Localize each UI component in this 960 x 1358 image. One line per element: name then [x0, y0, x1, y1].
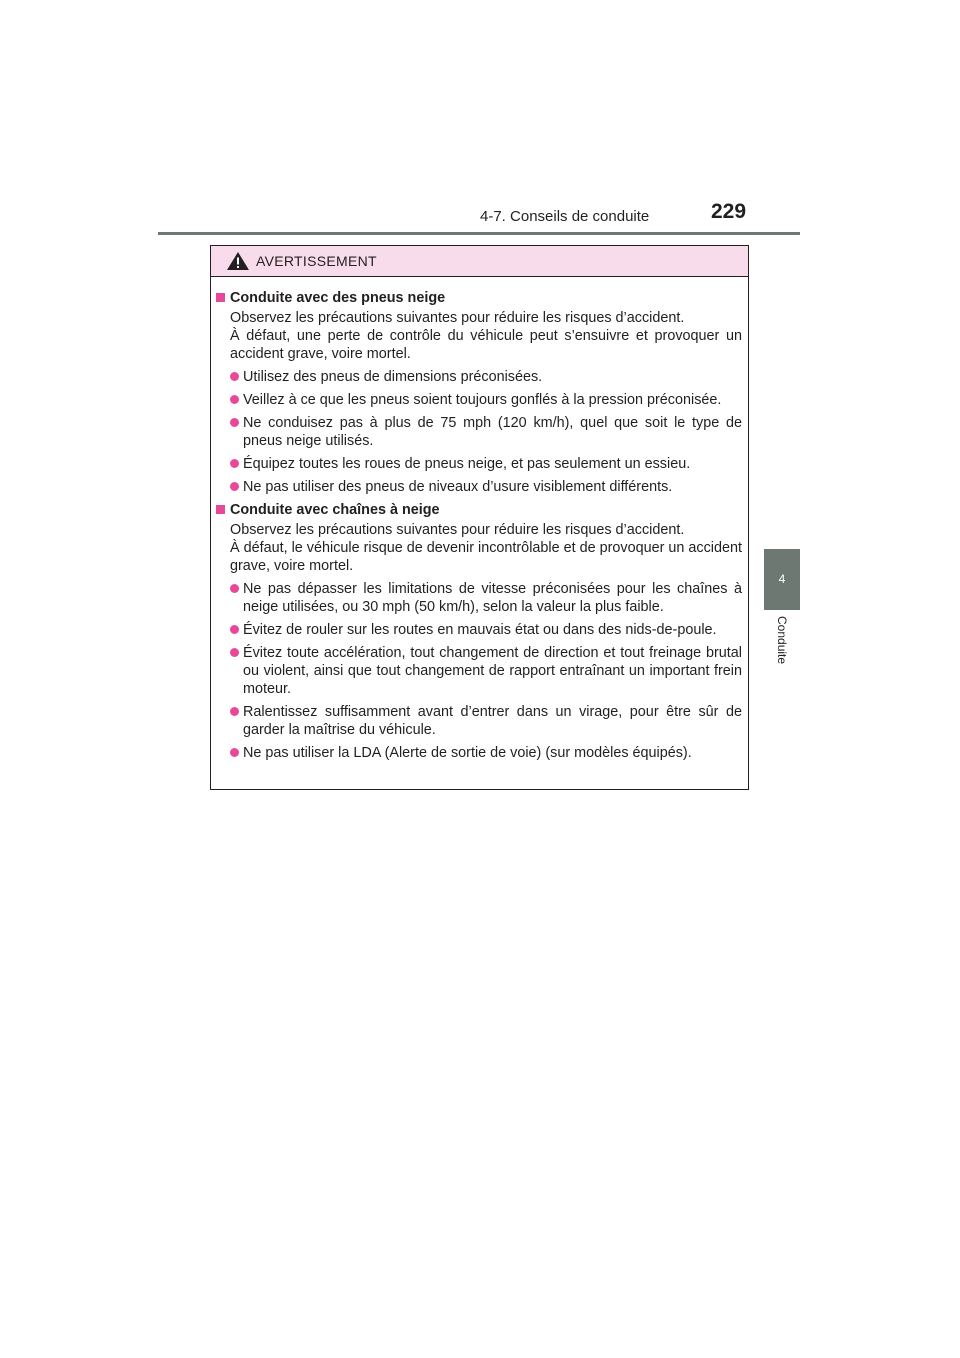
dot-bullet-icon: [230, 459, 239, 468]
intro-line: Observez les précautions suivantes pour réduire les risques d’accident.: [230, 310, 685, 326]
list-item: Ne pas utiliser la LDA (Alerte de sortie de voie) (sur modèles équipés).: [230, 744, 742, 762]
item-list: [216, 368, 742, 496]
header-section-title: 4-7. Conseils de conduite: [480, 208, 650, 225]
item-list: [216, 580, 742, 762]
section-intro: [216, 521, 742, 575]
list-item: Veillez à ce que les pneus soient toujours gonflés à la pression préconisée.: [230, 391, 742, 409]
dot-bullet-icon: [230, 748, 239, 757]
section-snow-tires: [216, 289, 742, 496]
list-item: Équipez toutes les roues de pneus neige, et pas seulement un essieu.: [230, 455, 742, 473]
list-item: Ralentissez suffisamment avant d’entrer dans un virage, pour être sûr de garder la maîtrise du véhicule.: [230, 703, 742, 739]
intro-line: À défaut, une perte de contrôle du véhicule peut s’ensuivre et provoquer un accident grave, voire mortel.: [230, 328, 742, 362]
chapter-tab-label: Conduite: [775, 616, 789, 665]
warning-title: AVERTISSEMENT: [256, 253, 377, 269]
intro-line: Observez les précautions suivantes pour réduire les risques d’accident.: [230, 522, 685, 538]
section-title-text: Conduite avec des pneus neige: [230, 290, 446, 306]
list-item: Ne pas dépasser les limitations de vitesse préconisées pour les chaînes à neige utilisées, ou 30 mph (50 km/h), selon la valeur la plus faible.: [230, 580, 742, 616]
section-title-text: Conduite avec chaînes à neige: [230, 502, 440, 518]
warning-header: [211, 246, 748, 277]
header-divider: [158, 232, 800, 235]
section-title: [216, 501, 742, 519]
intro-line: À défaut, le véhicule risque de devenir incontrôlable et de provoquer un accident grave, voire mortel.: [230, 540, 742, 574]
dot-bullet-icon: [230, 625, 239, 634]
section-title: [216, 289, 742, 307]
list-item: Utilisez des pneus de dimensions préconisées.: [230, 368, 742, 386]
dot-bullet-icon: [230, 372, 239, 381]
warning-body: [211, 277, 748, 762]
dot-bullet-icon: [230, 584, 239, 593]
chapter-tab: 4: [764, 549, 800, 610]
dot-bullet-icon: [230, 648, 239, 657]
list-item: Ne pas utiliser des pneus de niveaux d’usure visiblement différents.: [230, 478, 742, 496]
list-item: Évitez toute accélération, tout changement de direction et tout freinage brutal ou violent, ainsi que tout changement de rapport entraînant un important frein moteur.: [230, 644, 742, 698]
section-intro: [216, 309, 742, 363]
dot-bullet-icon: [230, 707, 239, 716]
dot-bullet-icon: [230, 418, 239, 427]
dot-bullet-icon: [230, 395, 239, 404]
warning-box: [210, 245, 749, 790]
warning-triangle-icon: [226, 251, 250, 271]
section-snow-chains: [216, 501, 742, 762]
page-number: 229: [711, 200, 747, 223]
list-item: Évitez de rouler sur les routes en mauvais état ou dans des nids-de-poule.: [230, 621, 742, 639]
square-bullet-icon: [216, 505, 225, 514]
square-bullet-icon: [216, 293, 225, 302]
dot-bullet-icon: [230, 482, 239, 491]
list-item: Ne conduisez pas à plus de 75 mph (120 km/h), quel que soit le type de pneus neige utilisés.: [230, 414, 742, 450]
